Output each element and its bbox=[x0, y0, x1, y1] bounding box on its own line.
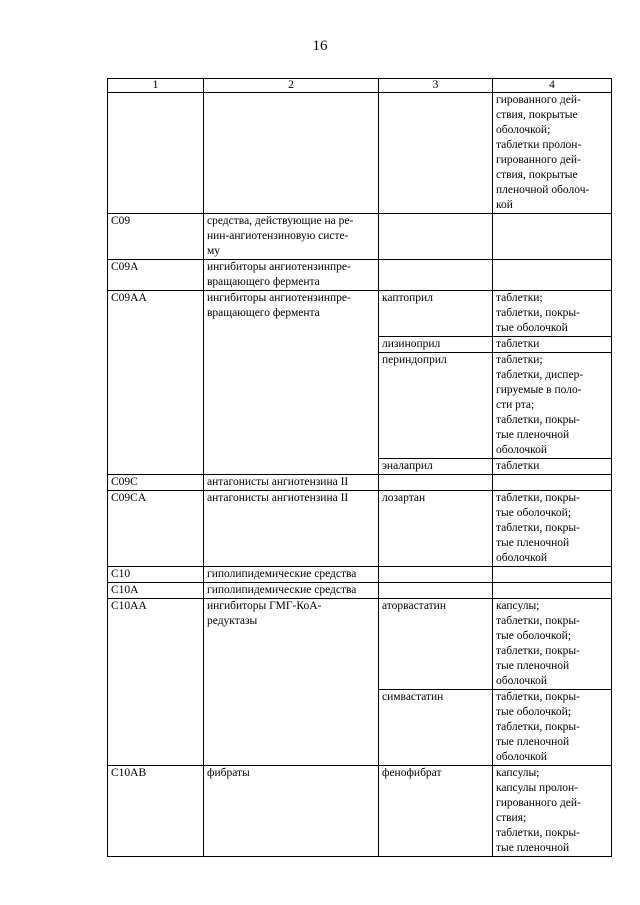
substance-cell bbox=[379, 214, 493, 260]
substance-cell: лизиноприл bbox=[379, 337, 493, 353]
dosage-form-cell: таблетки bbox=[493, 337, 612, 353]
column-header: 2 bbox=[204, 79, 379, 93]
group-cell: ингибиторы ангиотензинпре- вращающего фермента bbox=[204, 260, 379, 291]
group-cell bbox=[204, 93, 379, 214]
substance-cell: аторвастатин bbox=[379, 599, 493, 690]
atc-code-cell: C09AA bbox=[108, 291, 204, 475]
substance-cell: периндоприл bbox=[379, 353, 493, 459]
group-cell: антагонисты ангиотензина II bbox=[204, 475, 379, 491]
substance-cell: эналаприл bbox=[379, 459, 493, 475]
substance-cell bbox=[379, 260, 493, 291]
table-row bbox=[108, 291, 612, 337]
dosage-form-cell bbox=[493, 214, 612, 260]
dosage-form-cell: таблетки, покры- тые оболочкой; таблетки, покры- тые пленочной оболочкой bbox=[493, 690, 612, 766]
group-cell: средства, действующие на ре- нин-ангиотензиновую систе- му bbox=[204, 214, 379, 260]
atc-code-cell: C10 bbox=[108, 567, 204, 583]
table-row bbox=[108, 567, 612, 583]
group-cell: ингибиторы ангиотензинпре- вращающего фермента bbox=[204, 291, 379, 475]
substance-cell bbox=[379, 583, 493, 599]
dosage-form-cell: таблетки; таблетки, диспер- гируемые в поло- сти рта; таблетки, покры- тые пленочной оболочкой bbox=[493, 353, 612, 459]
atc-code-cell: C09CA bbox=[108, 491, 204, 567]
table-row bbox=[108, 93, 612, 214]
substance-cell: симвастатин bbox=[379, 690, 493, 766]
dosage-form-cell: таблетки, покры- тые оболочкой; таблетки, покры- тые пленочной оболочкой bbox=[493, 491, 612, 567]
atc-code-cell: C10AB bbox=[108, 766, 204, 857]
atc-code-cell bbox=[108, 93, 204, 214]
substance-cell bbox=[379, 93, 493, 214]
group-cell: ингибиторы ГМГ-КоА- редуктазы bbox=[204, 599, 379, 766]
table-row bbox=[108, 599, 612, 690]
dosage-form-cell: капсулы; капсулы пролон- гированного дей- ствия; таблетки, покры- тые пленочной bbox=[493, 766, 612, 857]
table-header-row bbox=[108, 79, 612, 93]
atc-code-cell: C09 bbox=[108, 214, 204, 260]
dosage-form-cell: таблетки; таблетки, покры- тые оболочкой bbox=[493, 291, 612, 337]
group-cell: гиполипидемические средства bbox=[204, 583, 379, 599]
substance-cell bbox=[379, 567, 493, 583]
atc-code-cell: C09C bbox=[108, 475, 204, 491]
dosage-form-cell: гированного дей- ствия, покрытые оболочкой; таблетки пролон- гированного дей- ствия, покрытые пленочной оболоч- кой bbox=[493, 93, 612, 214]
column-header: 4 bbox=[493, 79, 612, 93]
dosage-form-cell bbox=[493, 260, 612, 291]
group-cell: гиполипидемические средства bbox=[204, 567, 379, 583]
table-row bbox=[108, 491, 612, 567]
column-header: 1 bbox=[108, 79, 204, 93]
table-row bbox=[108, 766, 612, 857]
atc-code-cell: C09A bbox=[108, 260, 204, 291]
atc-code-cell: C10A bbox=[108, 583, 204, 599]
substance-cell: лозартан bbox=[379, 491, 493, 567]
drug-classification-table bbox=[107, 78, 612, 857]
table-row bbox=[108, 214, 612, 260]
column-header: 3 bbox=[379, 79, 493, 93]
dosage-form-cell: капсулы; таблетки, покры- тые оболочкой; таблетки, покры- тые пленочной оболочкой bbox=[493, 599, 612, 690]
dosage-form-cell bbox=[493, 567, 612, 583]
substance-cell bbox=[379, 475, 493, 491]
group-cell: фибраты bbox=[204, 766, 379, 857]
page-number: 16 bbox=[312, 38, 328, 54]
group-cell: антагонисты ангиотензина II bbox=[204, 491, 379, 567]
table-row bbox=[108, 475, 612, 491]
atc-code-cell: C10AA bbox=[108, 599, 204, 766]
dosage-form-cell bbox=[493, 475, 612, 491]
substance-cell: фенофибрат bbox=[379, 766, 493, 857]
table-row bbox=[108, 260, 612, 291]
dosage-form-cell bbox=[493, 583, 612, 599]
substance-cell: каптоприл bbox=[379, 291, 493, 337]
table-row bbox=[108, 583, 612, 599]
dosage-form-cell: таблетки bbox=[493, 459, 612, 475]
